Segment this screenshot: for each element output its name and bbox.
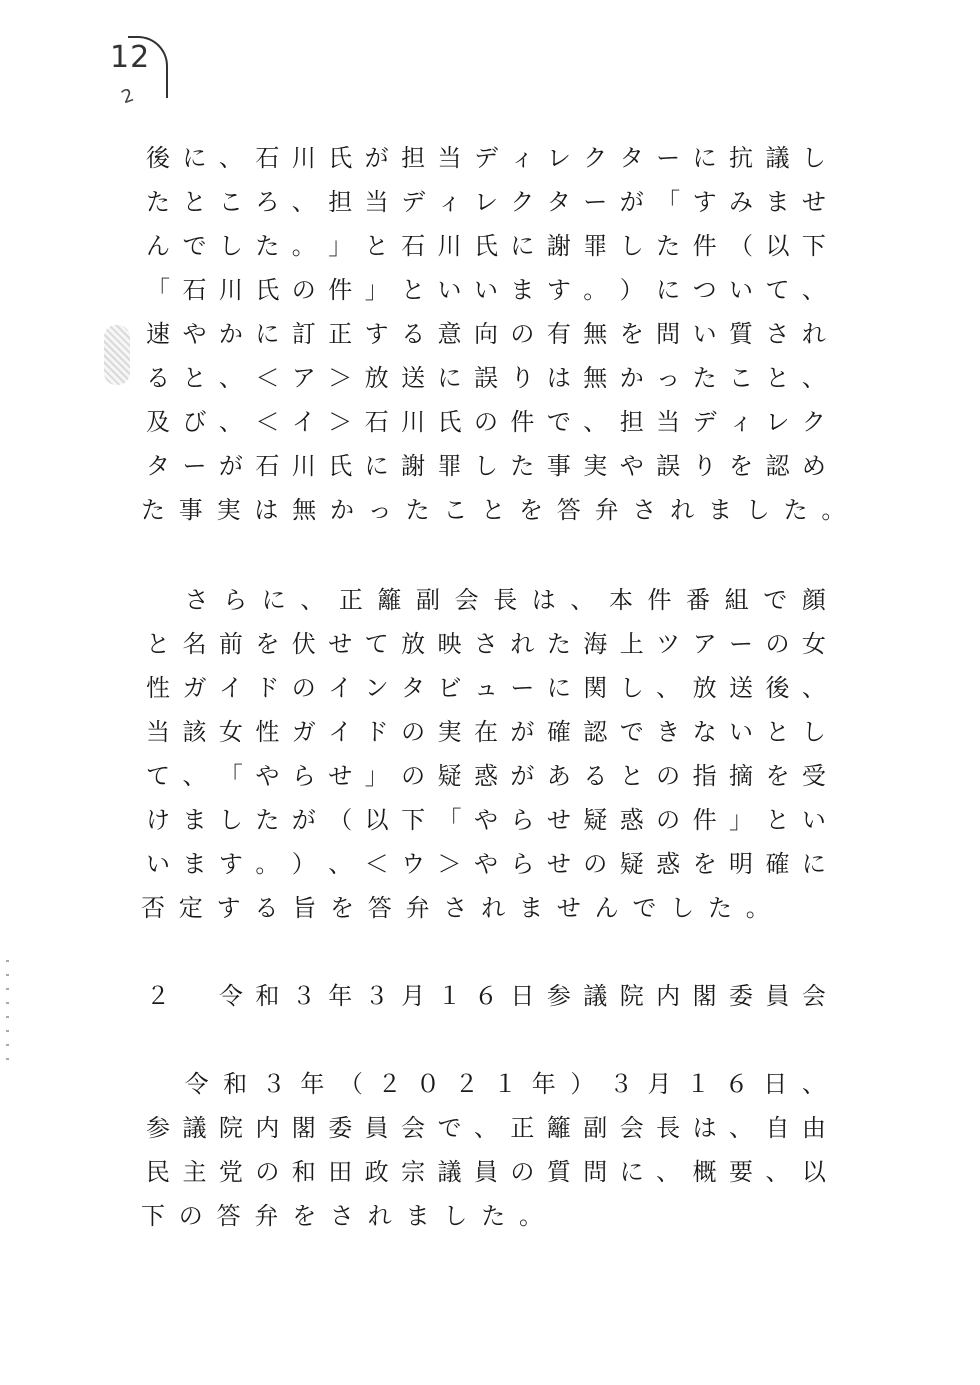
text-line: 参 議 院 内 閣 委 員 会 で 、 正 籬 副 会 長 は 、 自 由 [146, 1114, 826, 1142]
text-line: ん で し た 。 」 と 石 川 氏 に 謝 罪 し た 件 （ 以 下 [146, 232, 826, 260]
text-line: 民 主 党 の 和 田 政 宗 議 員 の 質 問 に 、 概 要 、 以 [146, 1158, 826, 1186]
stamp-smudge-icon [104, 325, 130, 385]
text-line: る と 、 ＜ ア ＞ 放 送 に 誤 り は 無 か っ た こ と 、 [146, 364, 826, 392]
text-line [141, 490, 860, 530]
text-line: て 、 「 や ら せ 」 の 疑 惑 が あ る と の 指 摘 を 受 [146, 762, 826, 790]
text-line: ２ 令 和 ３ 年 ３ 月 １ ６ 日 参 議 院 内 閣 委 員 会 [146, 982, 826, 1010]
text-line: 及 び 、 ＜ イ ＞ 石 川 氏 の 件 で 、 担 当 デ ィ レ ク [146, 408, 826, 436]
text-line-content: 下の答弁をされました。 [141, 1202, 557, 1230]
text-line: い ま す 。 ） 、 ＜ ウ ＞ や ら せ の 疑 惑 を 明 確 に [146, 850, 826, 878]
text-line-content: た事実は無かったことを答弁されました。 [141, 496, 860, 524]
text-line: け ま し た が （ 以 下 「 や ら せ 疑 惑 の 件 」 と い [146, 806, 826, 834]
text-line: と 名 前 を 伏 せ て 放 映 さ れ た 海 上 ツ ア ー の 女 [146, 630, 826, 658]
page-number-sub: 2 [118, 84, 137, 109]
text-line: 「 石 川 氏 の 件 」 と い い ま す 。 ） に つ い て 、 [146, 276, 826, 304]
binding-holes-icon [6, 960, 9, 1070]
page-number: 12 [110, 40, 151, 75]
text-line: 性 ガ イ ド の イ ン タ ビ ュ ー に 関 し 、 放 送 後 、 [146, 674, 826, 702]
text-line: 当 該 女 性 ガ イ ド の 実 在 が 確 認 で き な い と し [146, 718, 826, 746]
text-line: 令 和 ３ 年 （ ２ ０ ２ １ 年 ） ３ 月 １ ６ 日 、 [184, 1070, 826, 1098]
text-line: 後 に 、 石 川 氏 が 担 当 デ ィ レ ク タ ー に 抗 議 し [146, 144, 826, 172]
text-line-content: 否定する旨を答弁されませんでした。 [141, 894, 784, 922]
text-line: た と こ ろ 、 担 当 デ ィ レ ク タ ー が 「 す み ま せ [146, 188, 826, 216]
text-line: さ ら に 、 正 籬 副 会 長 は 、 本 件 番 組 で 顔 [184, 586, 826, 614]
text-line: タ ー が 石 川 氏 に 謝 罪 し た 事 実 や 誤 り を 認 め [146, 452, 826, 480]
text-line [141, 1196, 831, 1236]
text-line [141, 888, 831, 928]
text-line: 速 や か に 訂 正 す る 意 向 の 有 無 を 問 い 質 さ れ [146, 320, 826, 348]
